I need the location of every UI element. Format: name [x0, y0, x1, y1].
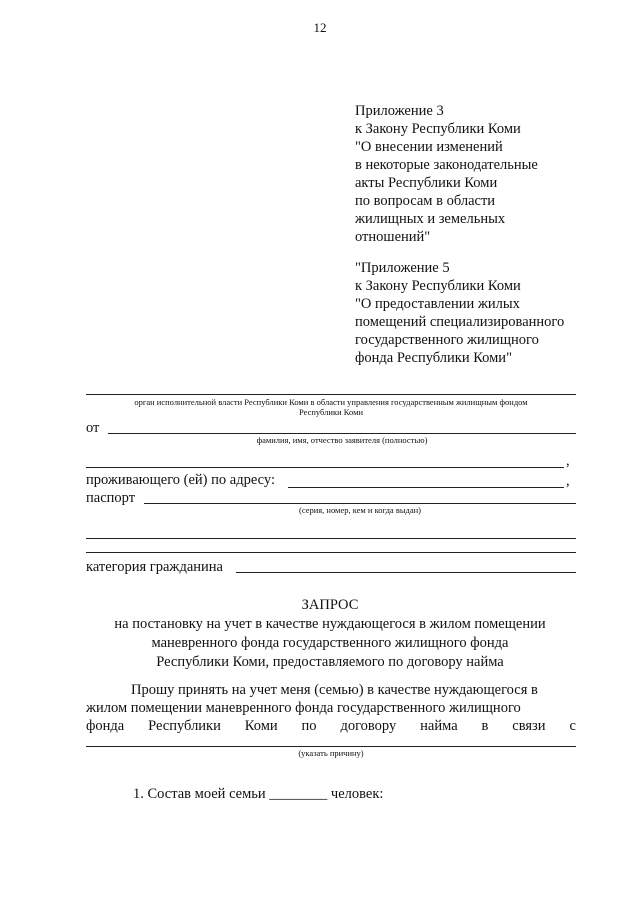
body-word: Республики — [148, 718, 221, 734]
body-word: по — [301, 718, 317, 734]
address-label: проживающего (ей) по адресу: — [86, 472, 275, 488]
body-word: в — [481, 718, 489, 734]
request-title-block — [80, 596, 580, 672]
authority-caption-line: орган исполнительной власти Республики Коми в области управления государственным жилищным фондом — [134, 397, 528, 407]
blank-line[interactable] — [86, 538, 576, 539]
appendix-3-line: жилищных и земельных — [355, 211, 506, 227]
authority-caption-line: Республики Коми — [298, 407, 364, 417]
body-word: с — [569, 718, 576, 734]
passport-label: паспорт — [86, 490, 136, 506]
request-subtitle: маневренного фонда государственного жилищного фонда — [151, 635, 509, 651]
family-item-prefix: 1. Состав моей семьи — [133, 786, 266, 802]
request-body-line: Прошу принять на учет меня (семью) в качестве нуждающегося в — [131, 682, 538, 698]
reason-line[interactable] — [86, 746, 576, 747]
appendix-5-line: государственного жилищного — [355, 332, 539, 348]
passport-line[interactable] — [144, 503, 576, 504]
appendix-5-line: к Закону Республики Коми — [355, 278, 521, 294]
appendix-5-block — [355, 259, 564, 367]
body-word: связи — [512, 718, 546, 734]
passport-caption: (серия, номер, кем и когда выдан) — [298, 505, 422, 515]
page-number: 12 — [313, 20, 327, 35]
appendix-3-line: "О внесении изменений — [355, 139, 503, 155]
blank-line[interactable] — [86, 552, 576, 553]
request-body-line — [86, 717, 576, 735]
comma-mark: , — [566, 453, 570, 469]
applicant-name-caption: фамилия, имя, отчество заявителя (полностью) — [256, 435, 428, 445]
category-line[interactable] — [236, 572, 576, 573]
appendix-5-line: "Приложение 5 — [355, 260, 450, 276]
appendix-3-line: в некоторые законодательные — [355, 157, 538, 173]
appendix-3-block — [355, 102, 538, 246]
appendix-5-line: помещений специализированного — [355, 314, 565, 330]
body-word: Коми — [244, 718, 278, 734]
body-word: договору — [340, 718, 397, 734]
category-label: категория гражданина — [86, 559, 223, 575]
address-line[interactable] — [288, 487, 564, 488]
request-subtitle: Республики Коми, предоставляемого по договору найма — [156, 654, 504, 670]
applicant-name-line[interactable] — [108, 433, 576, 434]
appendix-5-line: "О предоставлении жилых — [355, 296, 520, 312]
family-count-blank[interactable]: ________ — [269, 786, 328, 802]
reason-caption: (указать причину) — [298, 748, 364, 758]
request-body-line: жилом помещении маневренного фонда государственного жилищного — [86, 700, 521, 716]
appendix-3-line: к Закону Республики Коми — [355, 121, 521, 137]
authority-field-line[interactable] — [86, 394, 576, 395]
body-word: фонда — [86, 718, 125, 734]
comma-mark: , — [566, 473, 570, 489]
request-subtitle: на постановку на учет в качестве нуждающегося в жилом помещении — [114, 616, 546, 632]
appendix-3-line: акты Республики Коми — [355, 175, 498, 191]
request-body — [86, 681, 576, 735]
from-label: от — [86, 420, 100, 436]
request-title: ЗАПРОС — [301, 597, 359, 613]
appendix-3-line: Приложение 3 — [355, 103, 444, 119]
appendix-3-line: отношений" — [355, 229, 431, 245]
address-extra-line[interactable] — [86, 467, 564, 468]
appendix-3-line: по вопросам в области — [355, 193, 496, 209]
family-composition-item — [133, 786, 383, 803]
family-item-suffix: человек: — [330, 786, 384, 802]
appendix-5-line: фонда Республики Коми" — [355, 350, 512, 366]
body-word: найма — [420, 718, 458, 734]
authority-caption — [80, 397, 582, 417]
